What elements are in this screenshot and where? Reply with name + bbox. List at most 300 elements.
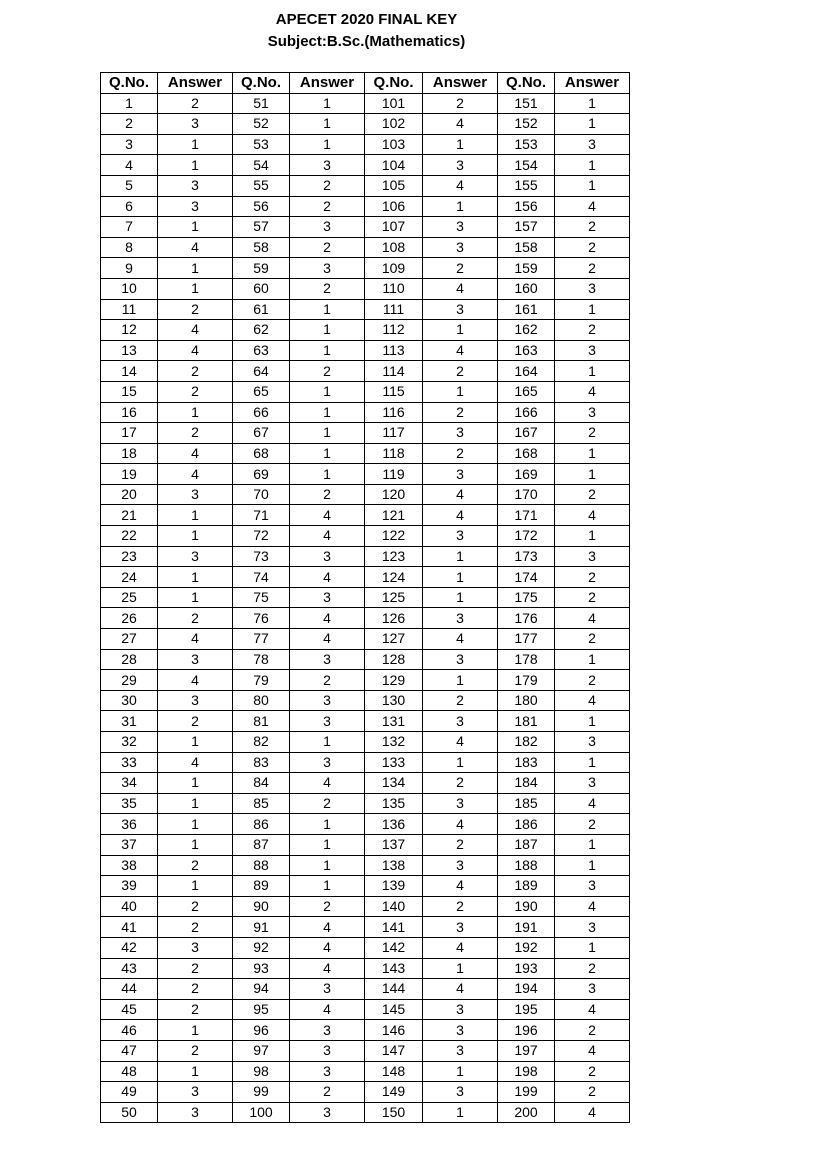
- answer-cell: 3: [423, 649, 498, 670]
- answer-cell: 3: [423, 608, 498, 629]
- answer-cell: 4: [158, 670, 233, 691]
- answer-cell: 1: [290, 464, 365, 485]
- answer-cell: 3: [423, 999, 498, 1020]
- qno-cell: 16: [101, 402, 158, 423]
- table-row: [101, 732, 630, 753]
- answer-cell: 1: [423, 381, 498, 402]
- qno-cell: 21: [101, 505, 158, 526]
- qno-cell: 174: [498, 567, 555, 588]
- qno-cell: 157: [498, 217, 555, 238]
- answer-cell: 3: [555, 546, 630, 567]
- answer-cell: 1: [555, 752, 630, 773]
- answer-cell: 4: [555, 505, 630, 526]
- answer-cell: 2: [555, 484, 630, 505]
- table-row: [101, 690, 630, 711]
- answer-cell: 4: [290, 958, 365, 979]
- qno-cell: 41: [101, 917, 158, 938]
- table-row: [101, 917, 630, 938]
- answer-cell: 1: [555, 937, 630, 958]
- table-row: [101, 505, 630, 526]
- qno-cell: 113: [365, 340, 423, 361]
- answer-cell: 3: [555, 773, 630, 794]
- answer-cell: 3: [158, 1102, 233, 1123]
- qno-cell: 12: [101, 320, 158, 341]
- answer-cell: 4: [423, 629, 498, 650]
- answer-cell: 2: [423, 834, 498, 855]
- answer-cell: 3: [158, 196, 233, 217]
- qno-cell: 137: [365, 834, 423, 855]
- answer-cell: 1: [158, 134, 233, 155]
- qno-cell: 69: [233, 464, 290, 485]
- qno-cell: 151: [498, 93, 555, 114]
- qno-cell: 133: [365, 752, 423, 773]
- qno-cell: 5: [101, 175, 158, 196]
- answer-cell: 4: [158, 629, 233, 650]
- table-row: [101, 1040, 630, 1061]
- qno-cell: 91: [233, 917, 290, 938]
- answer-cell: 3: [423, 1040, 498, 1061]
- answer-cell: 4: [555, 896, 630, 917]
- answer-cell: 1: [423, 958, 498, 979]
- qno-cell: 107: [365, 217, 423, 238]
- qno-cell: 82: [233, 732, 290, 753]
- answer-cell: 1: [158, 155, 233, 176]
- qno-cell: 192: [498, 937, 555, 958]
- answer-cell: 2: [290, 278, 365, 299]
- qno-cell: 102: [365, 114, 423, 135]
- qno-cell: 149: [365, 1082, 423, 1103]
- answer-cell: 1: [158, 1061, 233, 1082]
- table-row: [101, 896, 630, 917]
- qno-cell: 199: [498, 1082, 555, 1103]
- table-row: [101, 340, 630, 361]
- answer-cell: 2: [555, 217, 630, 238]
- answer-cell: 4: [555, 1102, 630, 1123]
- qno-cell: 42: [101, 937, 158, 958]
- qno-cell: 77: [233, 629, 290, 650]
- qno-cell: 162: [498, 320, 555, 341]
- answer-cell: 3: [423, 526, 498, 547]
- qno-cell: 27: [101, 629, 158, 650]
- answer-cell: 2: [423, 896, 498, 917]
- answer-cell: 3: [290, 258, 365, 279]
- answer-cell: 1: [555, 155, 630, 176]
- qno-cell: 6: [101, 196, 158, 217]
- qno-cell: 171: [498, 505, 555, 526]
- answer-cell: 1: [290, 443, 365, 464]
- qno-cell: 127: [365, 629, 423, 650]
- answer-cell: 1: [158, 217, 233, 238]
- answer-cell: 2: [158, 608, 233, 629]
- qno-cell: 140: [365, 896, 423, 917]
- answer-cell: 3: [158, 114, 233, 135]
- qno-cell: 114: [365, 361, 423, 382]
- qno-cell: 99: [233, 1082, 290, 1103]
- answer-cell: 2: [555, 237, 630, 258]
- qno-cell: 40: [101, 896, 158, 917]
- qno-cell: 81: [233, 711, 290, 732]
- qno-cell: 173: [498, 546, 555, 567]
- table-row: [101, 999, 630, 1020]
- answer-cell: 1: [423, 134, 498, 155]
- qno-cell: 136: [365, 814, 423, 835]
- qno-cell: 3: [101, 134, 158, 155]
- answer-cell: 1: [158, 587, 233, 608]
- answer-cell: 1: [290, 381, 365, 402]
- answer-cell: 1: [423, 1102, 498, 1123]
- qno-cell: 32: [101, 732, 158, 753]
- answer-cell: 1: [290, 340, 365, 361]
- qno-cell: 200: [498, 1102, 555, 1123]
- answer-cell: 2: [555, 567, 630, 588]
- qno-cell: 139: [365, 876, 423, 897]
- qno-cell: 163: [498, 340, 555, 361]
- answer-cell: 1: [290, 134, 365, 155]
- qno-cell: 94: [233, 979, 290, 1000]
- answer-cell: 2: [555, 814, 630, 835]
- qno-cell: 153: [498, 134, 555, 155]
- answer-cell: 4: [423, 876, 498, 897]
- answer-cell: 3: [290, 1020, 365, 1041]
- qno-cell: 90: [233, 896, 290, 917]
- answer-cell: 4: [158, 340, 233, 361]
- qno-cell: 59: [233, 258, 290, 279]
- table-row: [101, 876, 630, 897]
- table-row: [101, 402, 630, 423]
- qno-cell: 186: [498, 814, 555, 835]
- qno-cell: 121: [365, 505, 423, 526]
- table-row: [101, 979, 630, 1000]
- answer-cell: 2: [158, 381, 233, 402]
- qno-cell: 67: [233, 423, 290, 444]
- answer-cell: 1: [555, 711, 630, 732]
- table-row: [101, 1061, 630, 1082]
- qno-cell: 4: [101, 155, 158, 176]
- answer-cell: 4: [290, 773, 365, 794]
- qno-cell: 80: [233, 690, 290, 711]
- qno-cell: 84: [233, 773, 290, 794]
- qno-cell: 197: [498, 1040, 555, 1061]
- answer-cell: 3: [290, 752, 365, 773]
- qno-cell: 55: [233, 175, 290, 196]
- qno-cell: 129: [365, 670, 423, 691]
- answer-cell: 4: [423, 175, 498, 196]
- answer-cell: 1: [290, 320, 365, 341]
- qno-cell: 198: [498, 1061, 555, 1082]
- answer-cell: 2: [423, 773, 498, 794]
- answer-cell: 3: [290, 711, 365, 732]
- answer-cell: 1: [555, 526, 630, 547]
- answer-cell: 4: [158, 752, 233, 773]
- qno-cell: 38: [101, 855, 158, 876]
- answer-cell: 2: [158, 979, 233, 1000]
- answer-cell: 3: [423, 155, 498, 176]
- qno-cell: 104: [365, 155, 423, 176]
- answer-cell: 3: [290, 546, 365, 567]
- table-row: [101, 752, 630, 773]
- answer-cell: 3: [555, 402, 630, 423]
- table-row: [101, 793, 630, 814]
- qno-cell: 74: [233, 567, 290, 588]
- qno-cell: 58: [233, 237, 290, 258]
- answer-cell: 4: [555, 381, 630, 402]
- qno-cell: 112: [365, 320, 423, 341]
- qno-cell: 29: [101, 670, 158, 691]
- table-row: [101, 567, 630, 588]
- answer-cell: 3: [423, 855, 498, 876]
- answer-cell: 4: [158, 443, 233, 464]
- qno-cell: 144: [365, 979, 423, 1000]
- qno-cell: 89: [233, 876, 290, 897]
- table-row: [101, 464, 630, 485]
- answer-cell: 4: [555, 1040, 630, 1061]
- answer-cell: 3: [290, 649, 365, 670]
- answer-cell: 1: [158, 1020, 233, 1041]
- answer-cell: 3: [158, 546, 233, 567]
- answer-key-table: [100, 72, 630, 1123]
- answer-cell: 1: [290, 299, 365, 320]
- answer-cell: 1: [555, 361, 630, 382]
- answer-cell: 1: [158, 505, 233, 526]
- qno-cell: 183: [498, 752, 555, 773]
- qno-cell: 61: [233, 299, 290, 320]
- table-row: [101, 196, 630, 217]
- qno-cell: 75: [233, 587, 290, 608]
- qno-cell: 85: [233, 793, 290, 814]
- qno-cell: 160: [498, 278, 555, 299]
- answer-cell: 1: [158, 876, 233, 897]
- table-row: [101, 834, 630, 855]
- qno-cell: 71: [233, 505, 290, 526]
- qno-cell: 128: [365, 649, 423, 670]
- qno-cell: 36: [101, 814, 158, 835]
- qno-cell: 159: [498, 258, 555, 279]
- qno-cell: 175: [498, 587, 555, 608]
- qno-cell: 37: [101, 834, 158, 855]
- answer-cell: 3: [555, 278, 630, 299]
- answer-cell: 2: [158, 958, 233, 979]
- answer-cell: 1: [158, 567, 233, 588]
- qno-cell: 95: [233, 999, 290, 1020]
- qno-cell: 178: [498, 649, 555, 670]
- answer-cell: 2: [555, 423, 630, 444]
- table-row: [101, 526, 630, 547]
- table-row: [101, 93, 630, 114]
- qno-cell: 24: [101, 567, 158, 588]
- qno-cell: 182: [498, 732, 555, 753]
- table-row: [101, 649, 630, 670]
- answer-cell: 4: [555, 999, 630, 1020]
- qno-cell: 120: [365, 484, 423, 505]
- qno-cell: 48: [101, 1061, 158, 1082]
- answer-cell: 2: [555, 587, 630, 608]
- answer-cell: 4: [290, 999, 365, 1020]
- qno-cell: 132: [365, 732, 423, 753]
- qno-cell: 63: [233, 340, 290, 361]
- qno-cell: 73: [233, 546, 290, 567]
- qno-cell: 161: [498, 299, 555, 320]
- answer-cell: 1: [555, 464, 630, 485]
- qno-cell: 152: [498, 114, 555, 135]
- header-qno: Q.No.: [101, 73, 158, 94]
- qno-cell: 124: [365, 567, 423, 588]
- answer-cell: 3: [290, 690, 365, 711]
- qno-cell: 30: [101, 690, 158, 711]
- qno-cell: 98: [233, 1061, 290, 1082]
- qno-cell: 142: [365, 937, 423, 958]
- qno-cell: 25: [101, 587, 158, 608]
- answer-cell: 3: [290, 1040, 365, 1061]
- answer-cell: 4: [423, 979, 498, 1000]
- qno-cell: 53: [233, 134, 290, 155]
- qno-cell: 46: [101, 1020, 158, 1041]
- qno-cell: 123: [365, 546, 423, 567]
- answer-cell: 2: [290, 1082, 365, 1103]
- qno-cell: 9: [101, 258, 158, 279]
- qno-cell: 189: [498, 876, 555, 897]
- qno-cell: 70: [233, 484, 290, 505]
- answer-cell: 3: [290, 979, 365, 1000]
- answer-cell: 1: [423, 587, 498, 608]
- table-row: [101, 937, 630, 958]
- qno-cell: 170: [498, 484, 555, 505]
- table-row: [101, 484, 630, 505]
- qno-cell: 62: [233, 320, 290, 341]
- qno-cell: 19: [101, 464, 158, 485]
- qno-cell: 23: [101, 546, 158, 567]
- answer-cell: 2: [555, 258, 630, 279]
- qno-cell: 39: [101, 876, 158, 897]
- qno-cell: 115: [365, 381, 423, 402]
- qno-cell: 196: [498, 1020, 555, 1041]
- answer-cell: 2: [158, 711, 233, 732]
- answer-cell: 2: [158, 999, 233, 1020]
- qno-cell: 34: [101, 773, 158, 794]
- qno-cell: 154: [498, 155, 555, 176]
- answer-cell: 2: [555, 1082, 630, 1103]
- qno-cell: 138: [365, 855, 423, 876]
- answer-cell: 2: [290, 175, 365, 196]
- qno-cell: 47: [101, 1040, 158, 1061]
- answer-key-header: [101, 73, 630, 94]
- answer-cell: 3: [555, 134, 630, 155]
- answer-cell: 3: [158, 175, 233, 196]
- answer-cell: 2: [290, 484, 365, 505]
- qno-cell: 103: [365, 134, 423, 155]
- answer-cell: 3: [158, 690, 233, 711]
- qno-cell: 179: [498, 670, 555, 691]
- answer-cell: 4: [290, 526, 365, 547]
- qno-cell: 130: [365, 690, 423, 711]
- document-title: APECET 2020 FINAL KEY: [275, 11, 458, 28]
- qno-cell: 31: [101, 711, 158, 732]
- answer-cell: 1: [555, 855, 630, 876]
- answer-cell: 2: [290, 896, 365, 917]
- qno-cell: 56: [233, 196, 290, 217]
- answer-cell: 3: [423, 1082, 498, 1103]
- qno-cell: 87: [233, 834, 290, 855]
- qno-cell: 105: [365, 175, 423, 196]
- answer-cell: 2: [555, 320, 630, 341]
- answer-cell: 1: [555, 443, 630, 464]
- qno-cell: 156: [498, 196, 555, 217]
- table-row: [101, 423, 630, 444]
- qno-cell: 68: [233, 443, 290, 464]
- qno-cell: 14: [101, 361, 158, 382]
- answer-cell: 4: [290, 608, 365, 629]
- answer-cell: 3: [158, 649, 233, 670]
- qno-cell: 43: [101, 958, 158, 979]
- answer-cell: 3: [290, 155, 365, 176]
- answer-cell: 3: [290, 587, 365, 608]
- answer-cell: 1: [290, 423, 365, 444]
- answer-cell: 4: [423, 114, 498, 135]
- answer-cell: 3: [290, 1061, 365, 1082]
- answer-cell: 3: [158, 937, 233, 958]
- answer-cell: 4: [423, 814, 498, 835]
- answer-cell: 2: [555, 670, 630, 691]
- qno-cell: 158: [498, 237, 555, 258]
- answer-cell: 2: [423, 258, 498, 279]
- qno-cell: 50: [101, 1102, 158, 1123]
- qno-cell: 57: [233, 217, 290, 238]
- answer-cell: 3: [423, 1020, 498, 1041]
- qno-cell: 147: [365, 1040, 423, 1061]
- qno-cell: 86: [233, 814, 290, 835]
- answer-cell: 2: [555, 629, 630, 650]
- answer-cell: 1: [423, 320, 498, 341]
- qno-cell: 15: [101, 381, 158, 402]
- answer-cell: 1: [158, 278, 233, 299]
- answer-cell: 4: [158, 464, 233, 485]
- qno-cell: 195: [498, 999, 555, 1020]
- qno-cell: 190: [498, 896, 555, 917]
- table-row: [101, 629, 630, 650]
- answer-cell: 2: [158, 917, 233, 938]
- table-row: [101, 855, 630, 876]
- answer-cell: 1: [555, 649, 630, 670]
- answer-cell: 2: [158, 93, 233, 114]
- answer-cell: 2: [555, 1020, 630, 1041]
- qno-cell: 96: [233, 1020, 290, 1041]
- answer-cell: 1: [290, 93, 365, 114]
- answer-cell: 4: [423, 732, 498, 753]
- answer-cell: 2: [290, 793, 365, 814]
- answer-cell: 2: [158, 361, 233, 382]
- answer-cell: 1: [290, 114, 365, 135]
- table-row: [101, 278, 630, 299]
- answer-cell: 1: [423, 752, 498, 773]
- qno-cell: 60: [233, 278, 290, 299]
- qno-cell: 8: [101, 237, 158, 258]
- qno-cell: 181: [498, 711, 555, 732]
- answer-cell: 4: [423, 505, 498, 526]
- answer-cell: 1: [158, 834, 233, 855]
- qno-cell: 65: [233, 381, 290, 402]
- qno-cell: 106: [365, 196, 423, 217]
- qno-cell: 83: [233, 752, 290, 773]
- answer-cell: 3: [290, 1102, 365, 1123]
- qno-cell: 164: [498, 361, 555, 382]
- table-row: [101, 361, 630, 382]
- answer-cell: 4: [555, 793, 630, 814]
- qno-cell: 143: [365, 958, 423, 979]
- qno-cell: 97: [233, 1040, 290, 1061]
- answer-cell: 3: [423, 299, 498, 320]
- qno-cell: 20: [101, 484, 158, 505]
- qno-cell: 135: [365, 793, 423, 814]
- answer-cell: 3: [555, 340, 630, 361]
